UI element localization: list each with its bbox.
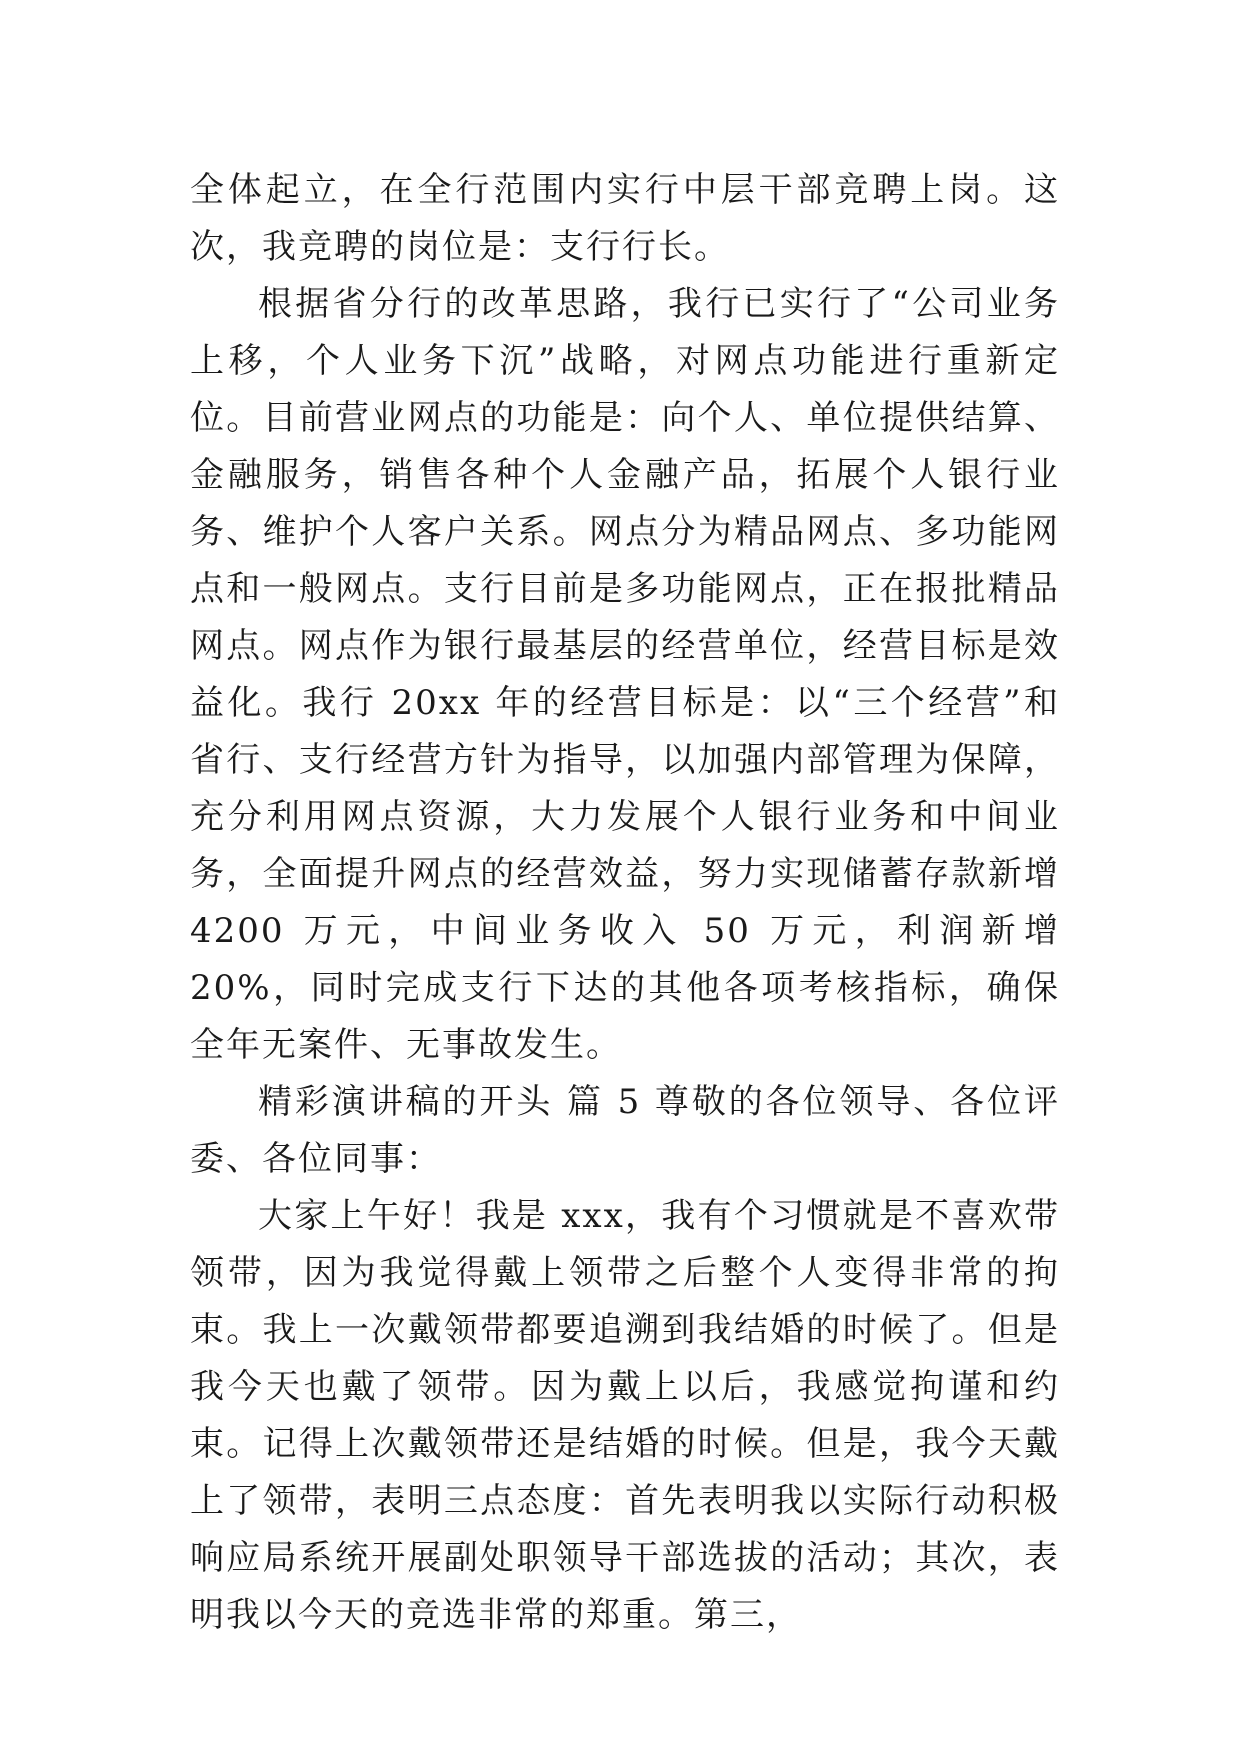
paragraph-4: 大家上午好！我是 xxx，我有个习惯就是不喜欢带领带，因为我觉得戴上领带之后整个人变得非常的拘束。我上一次戴领带都要追溯到我结婚的时候了。但是我今天也戴了领带。因为戴上以后，我感觉拘谨和约束。记得上次戴领带还是结婚的时候。但是，我今天戴上了领带，表明三点态度：首先表明我以实际行动积极响应局系统开展副处职领导干部选拔的活动；其次，表明我以今天的竞选非常的郑重。第三， <box>190 1196 1060 1635</box>
paragraph-2: 根据省分行的改革思路，我行已实行了“公司业务上移，个人业务下沉”战略，对网点功能进行重新定位。目前营业网点的功能是：向个人、单位提供结算、金融服务，销售各种个人金融产品，拓展个人银行业务、维护个人客户关系。网点分为精品网点、多功能网点和一般网点。支行目前是多功能网点，正在报批精品网点。网点作为银行最基层的经营单位，经营目标是效益化。我行 20xx 年的经营目标是：以“三个经营”和省行、支行经营方针为指导，以加强内部管理为保障，充分利用网点资源，大力发展个人银行业务和中间业务，全面提升网点的经营效益，努力实现储蓄存款新增 4200 万元，中间业务收入 50 万元，利润新增 20%，同时完成支行下达的其他各项考核指标，确保全年无案件、无事故发生。 <box>190 284 1060 1065</box>
paragraph-3: 精彩演讲稿的开头 篇 5 尊敬的各位领导、各位评委、各位同事： <box>190 1082 1060 1179</box>
paragraph-1: 全体起立，在全行范围内实行中层干部竞聘上岗。这次，我竞聘的岗位是：支行行长。 <box>190 170 1060 267</box>
document-body <box>190 162 1060 1644</box>
